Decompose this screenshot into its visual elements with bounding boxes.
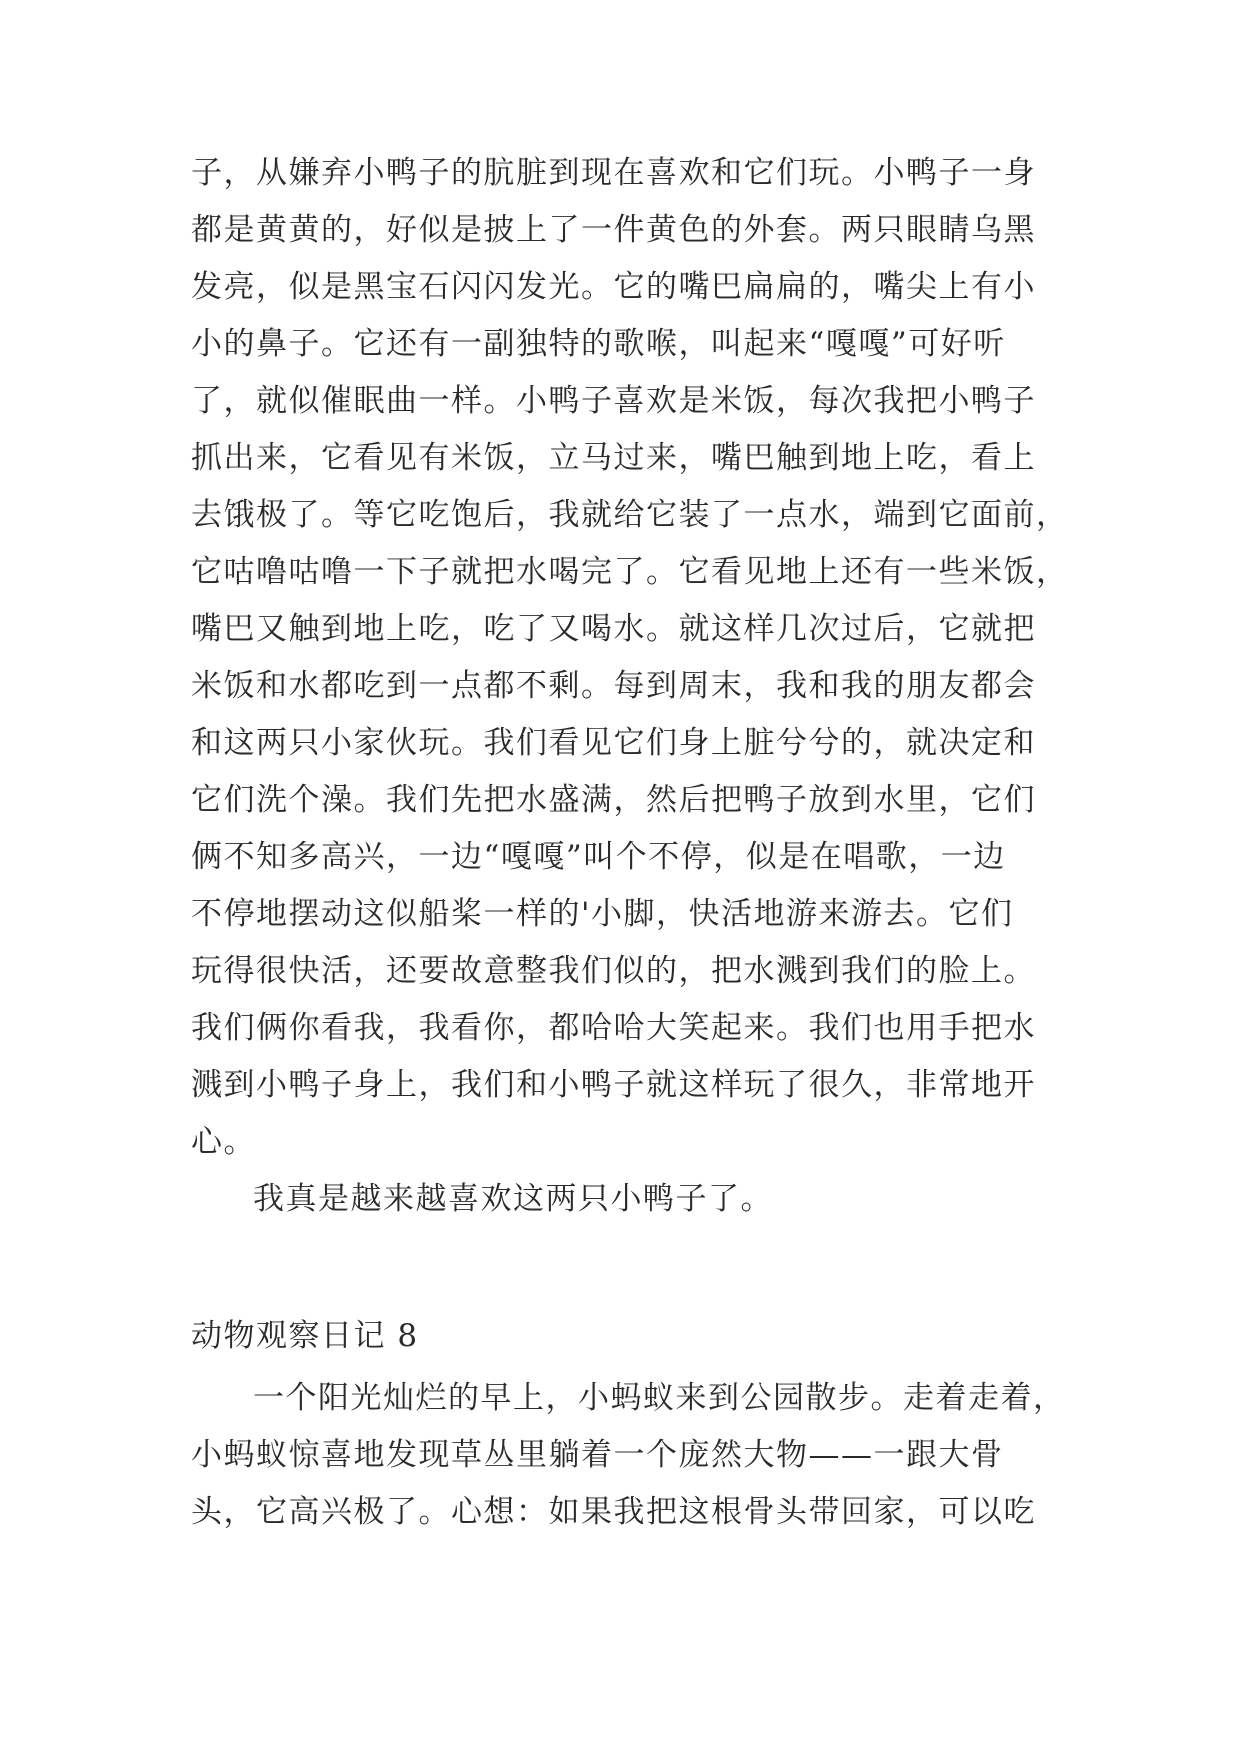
body-text-line: 小蚂蚁惊喜地发现草丛里躺着一个庞然大物——一跟大骨 (191, 1437, 1004, 1473)
body-text-line: 头，它高兴极了。心想：如果我把这根骨头带回家，可以吃 (191, 1494, 1036, 1530)
body-text-line: 都是黄黄的，好似是披上了一件黄色的外套。两只眼睛乌黑 (191, 212, 1036, 248)
body-text-line: 抓出来，它看见有米饭，立马过来，嘴巴触到地上吃，看上 (191, 440, 1036, 476)
body-text-line: 嘴巴又触到地上吃，吃了又喝水。就这样几次过后，它就把 (191, 611, 1036, 647)
body-text-line: 玩得很快活，还要故意整我们似的，把水溅到我们的脸上。 (191, 953, 1036, 989)
body-text-line: 米饭和水都吃到一点都不剩。每到周末，我和我的朋友都会 (191, 668, 1036, 704)
body-text-line: 我们俩你看我，我看你，都哈哈大笑起来。我们也用手把水 (191, 1010, 1036, 1046)
body-text-line: 去饿极了。等它吃饱后，我就给它装了一点水，端到它面前， (191, 497, 1069, 533)
body-text-line: 溅到小鸭子身上，我们和小鸭子就这样玩了很久，非常地开 (191, 1067, 1036, 1103)
section-heading: 动物观察日记 8 (191, 1318, 419, 1354)
body-text-line: 子，从嫌弃小鸭子的肮脏到现在喜欢和它们玩。小鸭子一身 (191, 155, 1036, 191)
body-text-line: 小的鼻子。它还有一副独特的歌喉，叫起来“嘎嘎”可好听 (191, 326, 1006, 362)
body-text-line: 发亮，似是黑宝石闪闪发光。它的嘴巴扁扁的，嘴尖上有小 (191, 269, 1036, 305)
body-text-line: 了，就似催眠曲一样。小鸭子喜欢是米饭，每次我把小鸭子 (191, 383, 1036, 419)
body-text-line: 心。 (191, 1124, 256, 1160)
body-text-line: 俩不知多高兴，一边“嘎嘎”叫个不停，似是在唱歌，一边 (191, 839, 1006, 875)
body-text-line: 它们洗个澡。我们先把水盛满，然后把鸭子放到水里，它们 (191, 782, 1036, 818)
body-text-line: 不停地摆动这似船桨一样的'小脚，快活地游来游去。它们 (191, 896, 1014, 932)
paragraph-line: 一个阳光灿烂的早上，小蚂蚁来到公园散步。走着走着， (253, 1380, 1066, 1416)
body-text-line: 它咕噜咕噜一下子就把水喝完了。它看见地上还有一些米饭， (191, 554, 1069, 590)
body-text-line: 和这两只小家伙玩。我们看见它们身上脏兮兮的，就决定和 (191, 725, 1036, 761)
paragraph-line: 我真是越来越喜欢这两只小鸭子了。 (253, 1181, 773, 1217)
